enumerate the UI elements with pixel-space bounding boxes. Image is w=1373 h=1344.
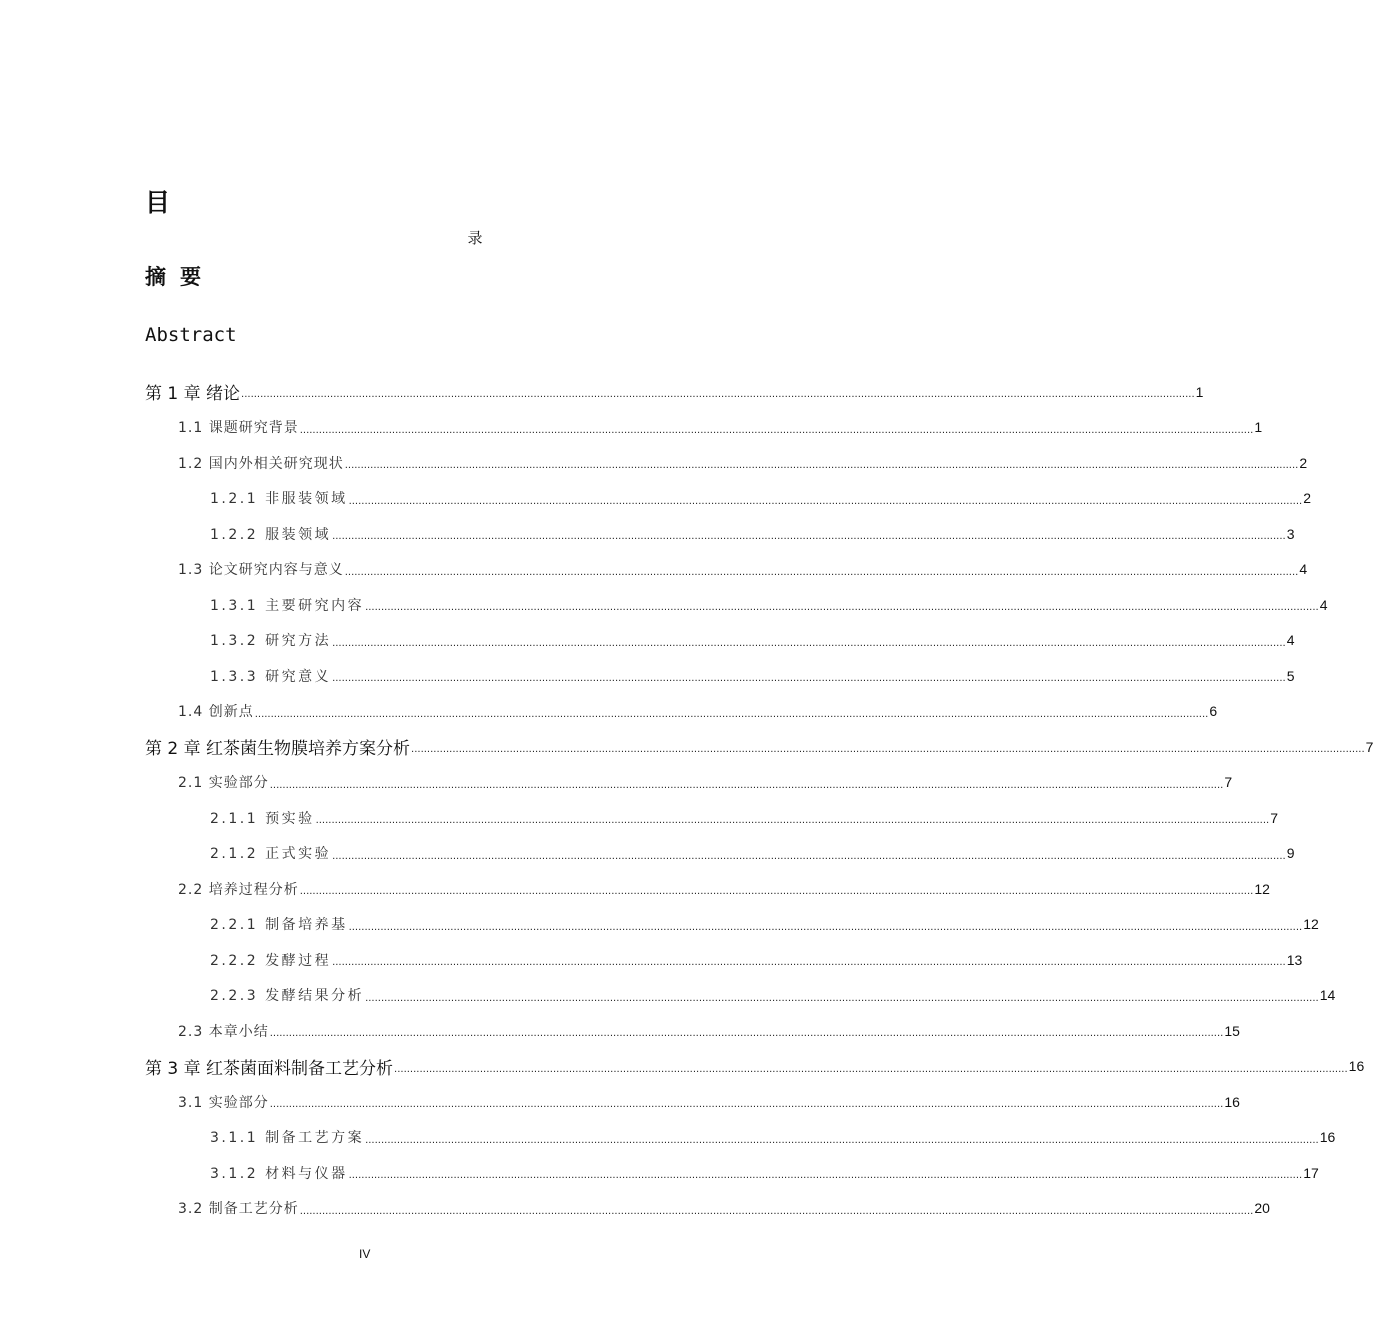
toc-entry-title: 2.2.2 发酵过程 — [210, 952, 332, 969]
toc-entry-page: 2 — [1299, 454, 1308, 471]
dot-leader: ............................................................................................................................................................................................................................................................................................................ — [348, 921, 1303, 933]
toc-entry-title: 1.2.2 服装领域 — [210, 526, 332, 543]
dot-leader: ............................................................................................................................................................................................................................................................................................................ — [332, 957, 1286, 969]
dot-leader: ............................................................................................................................................................................................................................................................................................................ — [332, 850, 1286, 862]
toc-entry-page: 17 — [1303, 1164, 1319, 1181]
dot-leader: ............................................................................................................................................................................................................................................................................................................ — [332, 531, 1286, 543]
toc-abstract-en-link[interactable]: Abstract — [145, 324, 237, 346]
toc-entry-title: 3.1.1 制备工艺方案 — [210, 1130, 365, 1147]
dot-leader: ............................................................................................................................................................................................................................................................................................................ — [411, 744, 1365, 756]
toc-entry-title: 1.3.2 研究方法 — [210, 633, 332, 650]
toc-entry-title: 2.2.1 制备培养基 — [210, 917, 348, 934]
toc-entry[interactable] — [145, 836, 1295, 872]
toc-entry-page: 12 — [1254, 880, 1270, 897]
dot-leader: ............................................................................................................................................................................................................................................................................................................ — [365, 602, 1319, 614]
toc-entry[interactable] — [145, 587, 1328, 623]
toc-entry-page: 12 — [1303, 916, 1319, 933]
toc-entry[interactable] — [145, 765, 1233, 801]
toc-entry-title: 2.2.3 发酵结果分析 — [210, 988, 365, 1005]
toc-entry-title: 1.4 创新点 — [178, 704, 254, 721]
toc-entry[interactable] — [145, 942, 1303, 978]
toc-entry-page: 4 — [1286, 632, 1295, 649]
toc-entry-page: 13 — [1286, 951, 1303, 968]
toc-entry-title: 2.3 本章小结 — [178, 1023, 269, 1040]
toc-entry-page: 7 — [1365, 738, 1373, 755]
table-of-contents — [145, 374, 1373, 1226]
dot-leader: ............................................................................................................................................................................................................................................................................................................ — [344, 460, 1299, 472]
toc-entry-page: 6 — [1209, 703, 1218, 720]
toc-entry[interactable] — [145, 1084, 1240, 1120]
toc-entry[interactable] — [145, 623, 1295, 659]
toc-entry-page: 7 — [1270, 809, 1278, 826]
dot-leader: ............................................................................................................................................................................................................................................................................................................ — [299, 886, 1254, 898]
toc-entry-title: 3.1 实验部分 — [178, 1094, 269, 1111]
dot-leader: ............................................................................................................................................................................................................................................................................................................ — [348, 495, 1303, 507]
page-number: IV — [359, 1247, 371, 1261]
toc-entry[interactable] — [145, 907, 1319, 943]
dot-leader: ............................................................................................................................................................................................................................................................................................................ — [269, 779, 1224, 791]
toc-entry[interactable] — [145, 552, 1308, 588]
dot-leader: ............................................................................................................................................................................................................................................................................................................ — [365, 1134, 1319, 1146]
toc-entry-title: 3.1.2 材料与仪器 — [210, 1165, 348, 1182]
toc-heading-char-2: 录 — [467, 229, 483, 247]
toc-entry-page: 4 — [1299, 561, 1308, 578]
toc-entry-page: 14 — [1319, 987, 1336, 1004]
toc-entry[interactable] — [145, 1120, 1336, 1156]
dot-leader: ............................................................................................................................................................................................................................................................................................................ — [394, 1063, 1348, 1075]
toc-heading-char-1: 目 — [145, 188, 171, 217]
toc-entry-title: 1.3 论文研究内容与意义 — [178, 562, 344, 579]
toc-abstract-cn-link[interactable]: 摘要 — [145, 265, 215, 289]
toc-entry[interactable] — [145, 658, 1295, 694]
toc-entry[interactable] — [145, 1013, 1240, 1049]
toc-entry[interactable] — [145, 445, 1308, 481]
dot-leader: ............................................................................................................................................................................................................................................................................................................ — [269, 1099, 1224, 1111]
toc-entry-page: 9 — [1286, 845, 1295, 862]
dot-leader: ............................................................................................................................................................................................................................................................................................................ — [344, 566, 1299, 578]
dot-leader: ............................................................................................................................................................................................................................................................................................................ — [299, 424, 1254, 436]
toc-entry-title: 1.2 国内外相关研究现状 — [178, 455, 344, 472]
toc-entry-title: 2.2 培养过程分析 — [178, 881, 299, 898]
dot-leader: ............................................................................................................................................................................................................................................................................................................ — [348, 1170, 1303, 1182]
toc-entry-title: 2.1.1 预实验 — [210, 810, 315, 827]
dot-leader: ............................................................................................................................................................................................................................................................................................................ — [299, 1205, 1254, 1217]
toc-entry[interactable] — [145, 410, 1263, 446]
dot-leader: ............................................................................................................................................................................................................................................................................................................ — [332, 637, 1286, 649]
toc-entry-page: 5 — [1286, 667, 1295, 684]
toc-entry-page: 16 — [1348, 1058, 1365, 1075]
toc-entry-page: 1 — [1195, 383, 1204, 400]
toc-entry[interactable] — [145, 729, 1373, 765]
toc-entry-title: 1.3.3 研究意义 — [210, 668, 332, 685]
toc-entry-page: 1 — [1254, 419, 1263, 436]
toc-entry-page: 2 — [1303, 490, 1311, 507]
dot-leader: ............................................................................................................................................................................................................................................................................................................ — [269, 1028, 1224, 1040]
toc-entry[interactable] — [145, 481, 1311, 517]
toc-entry-page: 7 — [1224, 774, 1233, 791]
toc-entry[interactable] — [145, 694, 1218, 730]
toc-entry[interactable] — [145, 1191, 1270, 1227]
toc-entry-title: 第 2 章 红茶菌生物膜培养方案分析 — [145, 739, 411, 760]
dot-leader: ............................................................................................................................................................................................................................................................................................................ — [254, 708, 1209, 720]
toc-entry-page: 15 — [1224, 1022, 1240, 1039]
toc-entry-title: 1.2.1 非服装领域 — [210, 491, 348, 508]
toc-entry-title: 第 3 章 红茶菌面料制备工艺分析 — [145, 1058, 394, 1079]
dot-leader: ............................................................................................................................................................................................................................................................................................................ — [365, 992, 1319, 1004]
toc-entry[interactable] — [145, 978, 1336, 1014]
toc-entry-title: 1.3.1 主要研究内容 — [210, 597, 365, 614]
toc-entry[interactable] — [145, 374, 1204, 410]
toc-entry-title: 1.1 课题研究背景 — [178, 420, 299, 437]
toc-entry-page: 16 — [1319, 1129, 1336, 1146]
toc-entry[interactable] — [145, 1049, 1365, 1085]
toc-entry-page: 16 — [1224, 1093, 1240, 1110]
toc-entry[interactable] — [145, 516, 1295, 552]
toc-entry-page: 20 — [1254, 1200, 1270, 1217]
toc-entry-page: 3 — [1286, 525, 1295, 542]
toc-entry-title: 3.2 制备工艺分析 — [178, 1201, 299, 1218]
toc-entry[interactable] — [145, 1155, 1319, 1191]
dot-leader: ............................................................................................................................................................................................................................................................................................................ — [315, 815, 1270, 827]
dot-leader: ............................................................................................................................................................................................................................................................................................................ — [241, 389, 1195, 401]
toc-entry[interactable] — [145, 800, 1278, 836]
toc-entry[interactable] — [145, 871, 1270, 907]
toc-entry-title: 第 1 章 绪论 — [145, 384, 241, 405]
dot-leader: ............................................................................................................................................................................................................................................................................................................ — [332, 673, 1286, 685]
toc-entry-page: 4 — [1319, 596, 1328, 613]
toc-entry-title: 2.1 实验部分 — [178, 775, 269, 792]
toc-entry-title: 2.1.2 正式实验 — [210, 846, 332, 863]
